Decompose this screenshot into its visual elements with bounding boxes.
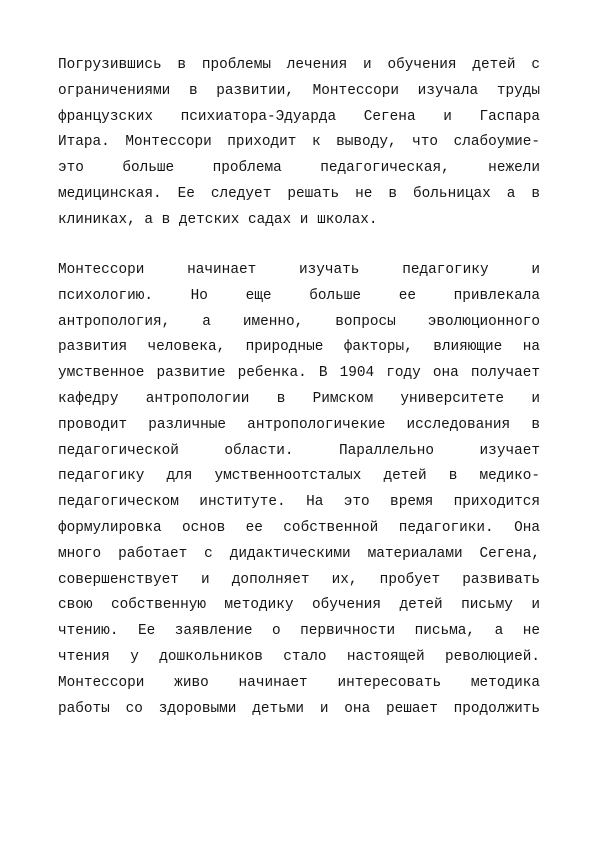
paragraph-line: педагогику для умственноотсталых детей в медико- — [58, 468, 540, 485]
paragraph-line: медицинская. Ее следует решать не в больницах а в — [58, 185, 540, 202]
paragraph-line: это больше проблема педагогическая, нежели — [58, 160, 540, 177]
paragraph-line: совершенствует и дополняет их, пробует развивать — [58, 571, 540, 588]
paragraph-line: чтению. Ее заявление о первичности письма, а не — [58, 623, 540, 640]
paragraph-line: Монтессори начинает изучать педагогику и — [58, 262, 540, 278]
paragraph-line: много работает с дидактическими материалами Сегена, — [58, 545, 540, 562]
paragraph-line: клиниках, а в детских садах и школах. — [58, 211, 378, 228]
paragraph-line: Монтессори живо начинает интересовать методика — [58, 674, 540, 691]
paragraph-line: формулировка основ ее собственной педагогики. Она — [58, 519, 540, 536]
paragraph-line: чтения у дошкольников стало настоящей революцией. — [58, 648, 540, 665]
paragraph-line: французских психиатора-Эдуарда Сегена и Гаспара — [58, 108, 540, 125]
paragraph-line: свою собственную методику обучения детей письму и — [58, 597, 540, 614]
paragraph-line: педагогической области. Параллельно изучает — [58, 442, 540, 459]
paragraph-2 — [58, 258, 540, 722]
paragraph-line: психологию. Но еще больше ее привлекала — [58, 287, 540, 304]
paragraph-1 — [58, 53, 540, 234]
paragraph-line: антропология, а именно, вопросы эволюционного — [58, 313, 540, 330]
paragraph-line: работы со здоровыми детьми и она решает продолжить — [58, 700, 540, 717]
paragraph-line: проводит различные антропологичекие исследования в — [58, 416, 540, 433]
paragraph-line: педагогическом институте. На это время приходится — [58, 494, 540, 511]
paragraph-line: Итара. Монтессори приходит к выводу, что слабоумие- — [58, 134, 540, 151]
paragraph-line: умственное развитие ребенка. В 1904 году она получает — [58, 365, 540, 382]
paragraph-line: Погрузившись в проблемы лечения и обучения детей с — [58, 57, 540, 73]
paragraph-line: развития человека, природные факторы, влияющие на — [58, 339, 540, 356]
paragraph-line: ограничениями в развитии, Монтессори изучала труды — [58, 82, 540, 99]
paragraph-line: кафедру антропологии в Римском университете и — [58, 390, 540, 407]
